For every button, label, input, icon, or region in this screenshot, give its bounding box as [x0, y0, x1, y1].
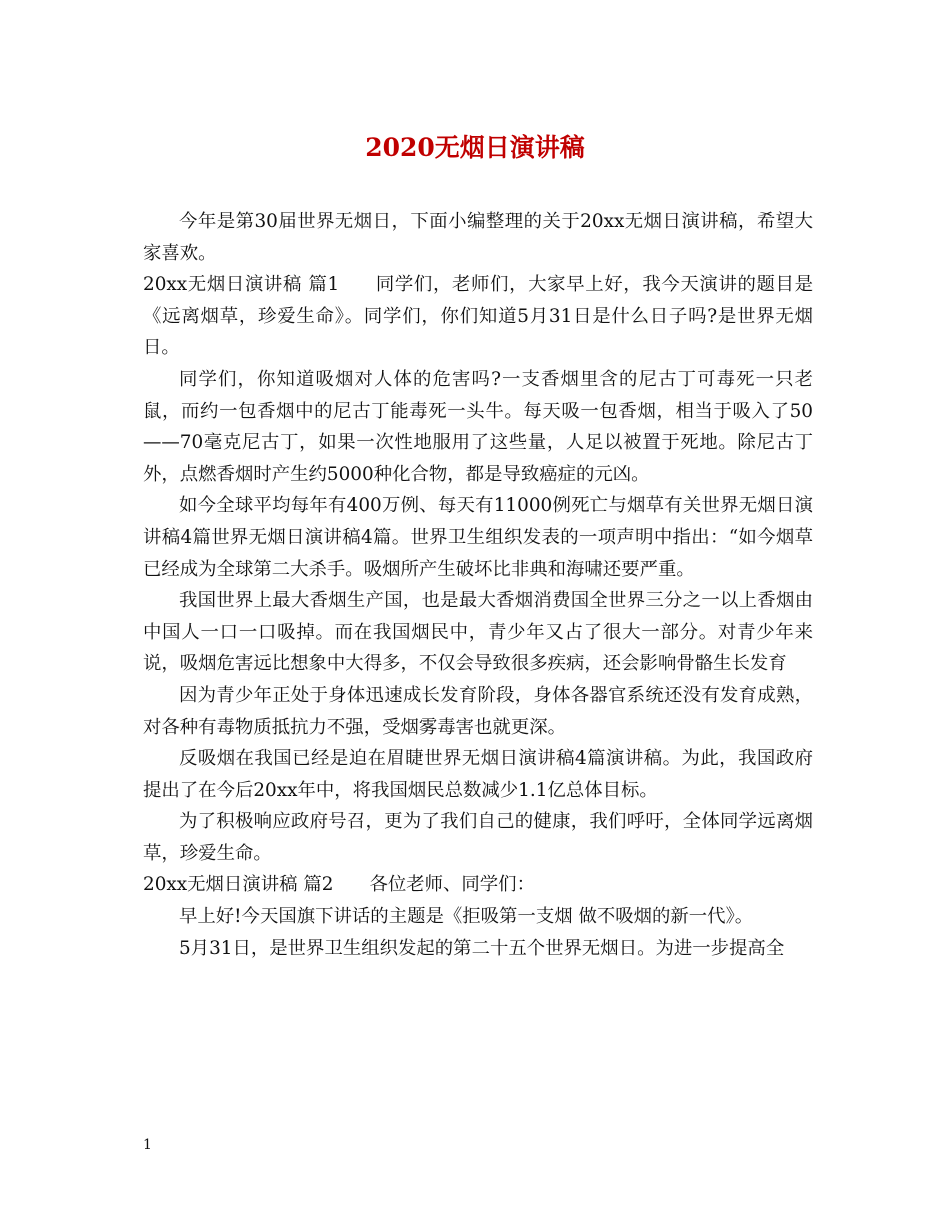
- document-title: 2020无烟日演讲稿: [365, 133, 585, 162]
- section-heading-part1: 20xx无烟日演讲稿 篇1: [143, 274, 340, 296]
- paragraph-part2-greeting: 各位老师、同学们：: [369, 874, 535, 896]
- paragraph-intro: 今年是第30届世界无烟日，下面小编整理的关于20xx无烟日演讲稿，希望大家喜欢。: [143, 211, 813, 264]
- paragraph-part2-start: [143, 869, 813, 901]
- paragraph-china: 我国世界上最大香烟生产国，也是最大香烟消费国全世界三分之一以上香烟由中国人一口一口吸掉。而在我国烟民中，青少年又占了很大一部分。对青少年来说，吸烟危害远比想象中大得多，不仅会导致很多疾病，还会影响骨骼生长发育: [143, 590, 813, 675]
- paragraph-harm: 同学们，你知道吸烟对人体的危害吗?一支香烟里含的尼古丁可毒死一只老鼠，而约一包香烟中的尼古丁能毒死一头牛。每天吸一包香烟，相当于吸入了50——70毫克尼古丁，如果一次性地服用了这些量，人足以被置于死地。除尼古丁外，点燃香烟时产生约5000种化合物，都是导致癌症的元凶。: [143, 368, 813, 485]
- section-heading-part2: 20xx无烟日演讲稿 篇2: [143, 874, 334, 896]
- paragraph-youth: 因为青少年正处于身体迅速成长发育阶段，身体各器官系统还没有发育成熟，对各种有毒物质抵抗力不强，受烟雾毒害也就更深。: [143, 684, 813, 738]
- paragraph-part1-start: [143, 269, 813, 364]
- document-body: [143, 206, 813, 964]
- page-number: 1: [143, 1137, 152, 1153]
- paragraph-appeal: 为了积极响应政府号召，更为了我们自己的健康，我们呼吁，全体同学远离烟草，珍爱生命。: [143, 811, 813, 864]
- paragraph-part1-text: 同学们，老师们，大家早上好，我今天演讲的题目是《远离烟草，珍爱生命》。同学们，你们知道5月31日是什么日子吗?是世界无烟日。: [143, 274, 813, 359]
- paragraph-statistics: 如今全球平均每年有400万例、每天有11000例死亡与烟草有关世界无烟日演讲稿4篇世界无烟日演讲稿4篇。世界卫生组织发表的一项声明中指出：“如今烟草已经成为全球第二大杀手。吸烟所产生破坏比非典和海啸还要严重。: [143, 495, 813, 580]
- paragraph-policy: 反吸烟在我国已经是迫在眉睫世界无烟日演讲稿4篇演讲稿。为此，我国政府提出了在今后20xx年中，将我国烟民总数减少1.1亿总体目标。: [143, 748, 813, 801]
- paragraph-morning: 早上好!今天国旗下讲话的主题是《拒吸第一支烟 做不吸烟的新一代》。: [179, 906, 754, 928]
- paragraph-may31: 5月31日，是世界卫生组织发起的第二十五个世界无烟日。为进一步提高全: [179, 937, 785, 959]
